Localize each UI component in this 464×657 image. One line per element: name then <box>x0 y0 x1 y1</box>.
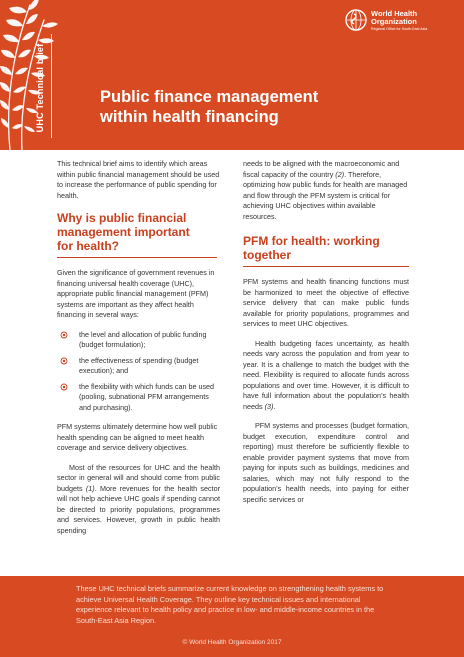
citation: (3) <box>264 401 274 411</box>
section-heading-pfm: PFM for health: working together <box>243 234 380 262</box>
list-item: the effectiveness of spending (budget execution); and <box>57 356 220 377</box>
side-divider <box>51 34 52 138</box>
section-heading-why: Why is public financial management important for health? <box>57 211 190 253</box>
why-paragraph-3: Most of the resources for UHC and the health sector in general will and should come from public budgets (1). More revenues for the health sector will not help achieve UHC goals if spending cannot be directed to priority populations, programmes and services. However, growth in public health spending <box>57 462 220 535</box>
pfm-paragraph-2: Health budgeting faces uncertainty, as health needs vary across the population and from year to year. It is a challenge to match the budget with the need. Flexibility is required to allocate funds across populations and over time. However, it is difficult to have full information about the population’s health needs (3). <box>243 338 409 411</box>
side-label <box>33 40 47 136</box>
header-banner <box>0 0 464 150</box>
side-label-text: UHC Technical brief <box>35 43 45 133</box>
list-item: the level and allocation of public funding (budget formulation); <box>57 330 220 351</box>
footer-summary: These UHC technical briefs summarize current knowledge on strengthening health systems to achieve Universal Health Coverage. They outline key technical issues and international experience relevant to health policy and practice in low- and middle-income countries in the South-East Asia Region. <box>76 584 384 625</box>
intro-paragraph: This technical brief aims to identify which areas within public financial management should be used to increase the performance of public spending for health. <box>57 159 220 200</box>
continued-paragraph: needs to be aligned with the macroeconomic and fiscal capacity of the country (2). Therefore, optimizing how public funds for health are managed and flow through the PFM system is critical for achieving UHC objectives within available resources. <box>243 159 408 221</box>
who-logo <box>344 8 464 38</box>
citation: (2) <box>335 169 345 179</box>
page-title: Public finance management within health financing <box>100 88 319 126</box>
right-column <box>243 159 409 514</box>
who-emblem-icon <box>344 8 368 32</box>
pfm-paragraph-3: PFM systems and processes (budget formation, budget execution, expenditure control and reporting) must therefore be sufficiently flexible to enable provider payment systems that move from paying for inputs such as buildings, medicines and salaries, which may not fully respond to the population’s health needs, into paying for either specific services or <box>243 421 409 504</box>
bullet-list <box>57 330 220 414</box>
pfm-paragraph-1: PFM systems and health financing functions must be harmonized to meet the objective of effective service delivery that can make public funds available for priority populations, programmes and services to meet UHC objectives. <box>243 277 409 329</box>
heading-rule <box>57 257 217 258</box>
copyright: © World Health Organization 2017 <box>182 639 282 646</box>
why-paragraph-2: PFM systems ultimately determine how well public health spending can be aligned to meet health coverage and service delivery objectives. <box>57 422 218 453</box>
heading-rule <box>243 266 409 267</box>
bullet-circle-icon <box>60 331 68 339</box>
why-paragraph-1: Given the significance of government revenues in financing universal health coverage (UHC), appropriate public financial management (PFM) systems are important as they affect health financing in several ways: <box>57 268 215 320</box>
logo-wordmark: World Health Organization <box>371 9 418 26</box>
bullet-circle-icon <box>60 357 68 365</box>
logo-subtitle: Regional Office for South-East Asia <box>371 27 428 31</box>
list-item: the flexibility with which funds can be used (pooling, subnational PFM arrangements and purchasing). <box>57 382 220 414</box>
footer-banner <box>0 576 464 657</box>
left-column <box>57 159 220 545</box>
bullet-circle-icon <box>60 383 68 391</box>
citation: (1) <box>85 483 95 493</box>
